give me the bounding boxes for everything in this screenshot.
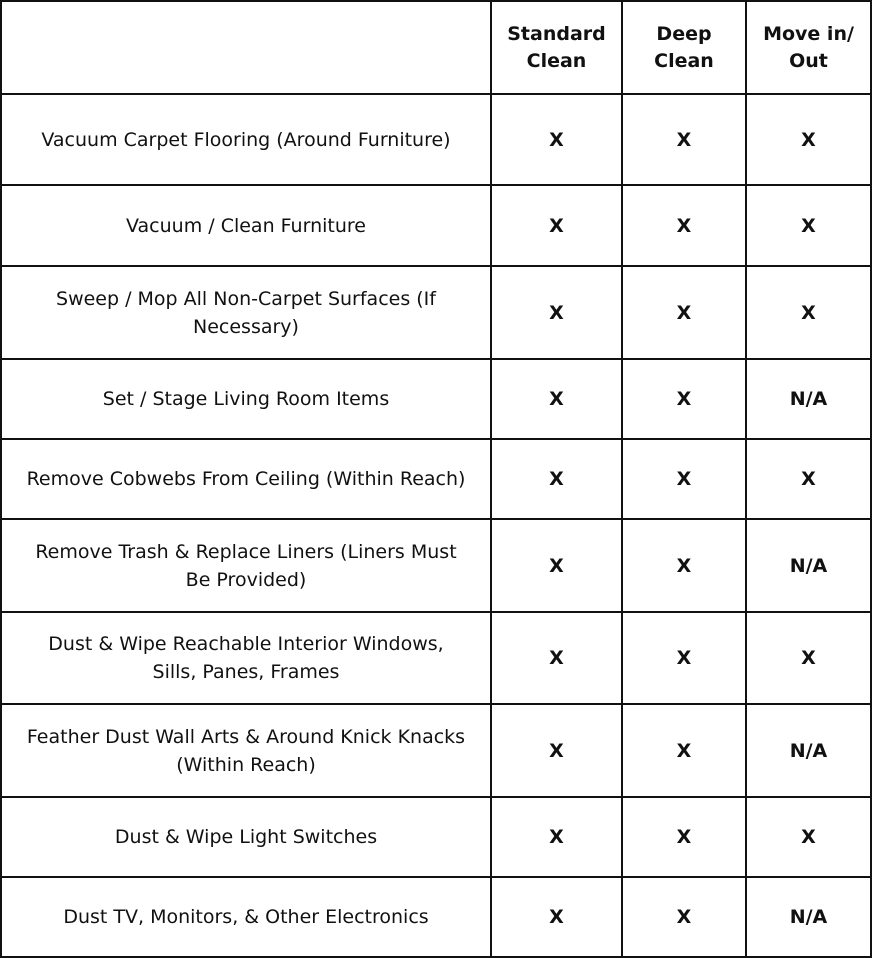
move-in-out-cell: X [746, 797, 871, 877]
move-in-out-cell: X [746, 612, 871, 704]
table-row [1, 185, 871, 266]
move-in-out-cell: N/A [746, 704, 871, 797]
move-in-out-cell: N/A [746, 359, 871, 439]
move-in-out-cell: X [746, 185, 871, 266]
table-row [1, 519, 871, 612]
header-line: Clean [654, 49, 714, 72]
deep-clean-cell: X [622, 439, 746, 519]
move-in-out-cell: N/A [746, 519, 871, 612]
task-line: Sweep / Mop All Non-Carpet Surfaces (If [56, 287, 436, 310]
deep-clean-cell: X [622, 266, 746, 359]
standard-clean-cell: X [491, 519, 622, 612]
task-cell [1, 266, 491, 359]
task-line: Set / Stage Living Room Items [102, 388, 390, 410]
standard-clean-header [491, 1, 622, 94]
task-cell [1, 704, 491, 797]
task-cell [1, 185, 491, 266]
deep-clean-cell: X [622, 519, 746, 612]
header-line: Deep [656, 22, 712, 45]
table-header-row [1, 1, 871, 94]
deep-clean-cell: X [622, 877, 746, 957]
table-row [1, 439, 871, 519]
task-line: Dust TV, Monitors, & Other Electronics [63, 906, 429, 928]
header-line: Out [789, 49, 828, 72]
standard-clean-cell: X [491, 877, 622, 957]
standard-clean-cell: X [491, 266, 622, 359]
task-line: Necessary) [193, 315, 299, 338]
task-line: Vacuum Carpet Flooring (Around Furniture) [41, 128, 451, 151]
table-row [1, 704, 871, 797]
task-line: Feather Dust Wall Arts & Around Knick Knacks [26, 725, 466, 748]
deep-clean-cell: X [622, 359, 746, 439]
task-line: Dust & Wipe Reachable Interior Windows, [48, 633, 444, 655]
header-line: Standard [507, 22, 606, 45]
task-cell [1, 94, 491, 185]
table-row [1, 359, 871, 439]
task-line: Sills, Panes, Frames [152, 661, 340, 683]
standard-clean-cell: X [491, 439, 622, 519]
move-in-out-cell: X [746, 94, 871, 185]
table-row [1, 612, 871, 704]
standard-clean-cell: X [491, 185, 622, 266]
deep-clean-cell: X [622, 94, 746, 185]
deep-clean-cell: X [622, 797, 746, 877]
move-in-out-cell: N/A [746, 877, 871, 957]
task-line: Vacuum / Clean Furniture [126, 214, 366, 237]
move-in-out-cell: X [746, 266, 871, 359]
deep-clean-cell: X [622, 704, 746, 797]
table-row [1, 877, 871, 957]
standard-clean-cell: X [491, 359, 622, 439]
deep-clean-header [622, 1, 746, 94]
deep-clean-cell: X [622, 185, 746, 266]
table-row [1, 266, 871, 359]
header-line: Clean [526, 49, 587, 72]
table-row [1, 94, 871, 185]
task-column-header [1, 1, 491, 94]
table-row [1, 797, 871, 877]
standard-clean-cell: X [491, 797, 622, 877]
deep-clean-cell: X [622, 612, 746, 704]
task-line: Dust & Wipe Light Switches [114, 826, 378, 848]
task-cell [1, 439, 491, 519]
standard-clean-cell: X [491, 94, 622, 185]
task-cell [1, 519, 491, 612]
task-cell [1, 359, 491, 439]
task-line: Remove Trash & Replace Liners (Liners Must [35, 540, 457, 563]
task-cell [1, 612, 491, 704]
move-in-out-cell: X [746, 439, 871, 519]
standard-clean-cell: X [491, 612, 622, 704]
task-line: Remove Cobwebs From Ceiling (Within Reach) [26, 468, 466, 490]
task-line: (Within Reach) [176, 753, 316, 776]
standard-clean-cell: X [491, 704, 622, 797]
task-line: Be Provided) [185, 568, 307, 591]
task-cell [1, 797, 491, 877]
move-in-out-header [746, 1, 871, 94]
task-cell [1, 877, 491, 957]
header-line: Move in/ [763, 22, 854, 45]
